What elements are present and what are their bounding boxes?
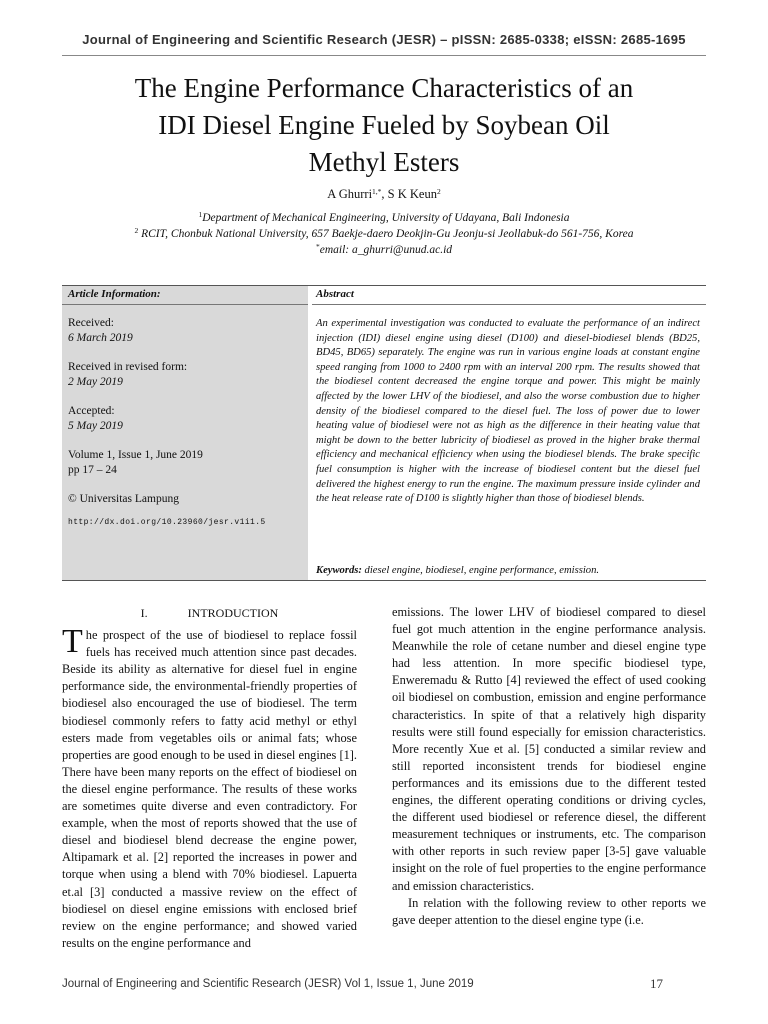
affil-mark: 1 — [198, 210, 203, 219]
article-info-heading: Article Information: — [68, 288, 161, 300]
email-text: email: a_ghurri@unud.ac.id — [319, 244, 453, 256]
accepted-label: Accepted: — [68, 405, 115, 417]
revised-block — [68, 360, 187, 390]
paragraph: emissions. The lower LHV of biodiesel compared to diesel fuel got much attention in the engine performance analysis. Meanwhile the role of cetane number and diesel engine type had less attention. In more specific biodiesel type, Enweremadu & Rutto [4] reviewed the effect of used cooking oil biodiesel on combustion, emission and engine performance characteristics. In spite of that a relatively high disparity results were still found especially for emission characteristics. More recently Xue et al. [5] conducted a similar review and still reported inconsistent trends for biodiesel engine performances and its emissions due to the different tested engines, the different operating conditions or driving cycles, the different used biodiesel or reference diesel, the different measurement techniques or instruments, etc. The comparison with other reports in such review paper [3-5] gave valuable insight on the role of fuel properties to the engine performance and emission characteristics. — [392, 605, 706, 893]
author-separator: , — [381, 187, 388, 201]
running-head: Journal of Engineering and Scientific Research (JESR) – pISSN: 2685-0338; eISSN: 2685-1695 — [82, 32, 686, 47]
paragraph: In relation with the following review to other reports we gave deeper attention to the diesel engine type (i.e. — [392, 895, 706, 927]
author-name: A Ghurri — [327, 187, 373, 201]
affiliation-2 — [0, 226, 768, 240]
abstract-text: An experimental investigation was conducted to evaluate the performance of an indirect injection (IDI) diesel engine using diesel (D100) and diesel-biodiesel blends (BD25, BD45, BD65) separately. The engine was run in various engine loads at constant engine speed ranging from 1000 to 2400 rpm with an interval 200 rpm. The results showed that the biodiesel content decreased the engine torque and power. This might be mainly affected by the lower LHV of the biodiesel, and also the worse combustion due to higher density of the biodiesel compared to the diesel fuel. The loss of power due to lower heating value of biodiesel were not as high as the difference in their heating value that might be down to the better lubricity of biodiesel as proved in the higher brake thermal efficiency and mechanical efficiency when using the biodiesel blends. The brake specific fuel consumption is higher with the increase of biodiesel content but the diesel fuel delivered the highest energy to run the engine. The maximum pressure inside cylinder and the heat release rate of D100 is slightly higher than those of biodiesel blends. — [316, 318, 700, 505]
page-number: 17 — [650, 976, 663, 991]
article-info-column — [62, 286, 308, 580]
author-affil-mark: 1,* — [372, 187, 382, 196]
paper-title — [40, 70, 728, 181]
divider — [312, 304, 706, 305]
section-number: I. — [140, 606, 148, 620]
volume-block — [68, 448, 203, 478]
section-heading — [62, 605, 357, 622]
email-mark: * — [315, 242, 320, 251]
abstract-heading: Abstract — [316, 288, 354, 300]
accepted-block — [68, 404, 123, 434]
keywords-label: Keywords: — [316, 565, 362, 576]
revised-date: 2 May 2019 — [68, 376, 123, 388]
copyright: © Universitas Lampung — [68, 493, 179, 505]
volume-text: Volume 1, Issue 1, June 2019 — [68, 449, 203, 461]
accepted-date: 5 May 2019 — [68, 420, 123, 432]
keywords — [316, 565, 700, 576]
right-column — [392, 604, 706, 929]
title-line: The Engine Performance Characteristics of an — [134, 73, 634, 103]
author-name: S K Keun — [387, 187, 437, 201]
doi-link[interactable]: http://dx.doi.org/10.23960/jesr.v1i1.5 — [68, 518, 266, 527]
article-info-box — [62, 285, 706, 581]
keywords-text: diesel engine, biodiesel, engine performance, emission. — [361, 565, 600, 576]
title-line: IDI Diesel Engine Fueled by Soybean Oil — [158, 110, 610, 140]
section-title-rest: NTRODUCTION — [191, 606, 279, 620]
affil-mark: 2 — [134, 226, 139, 235]
abstract-column — [312, 286, 700, 580]
title-line: Methyl Esters — [308, 147, 460, 177]
intro-paragraph — [62, 623, 357, 952]
received-block — [68, 316, 133, 346]
corresponding-email — [0, 242, 768, 256]
affiliation-1 — [0, 210, 768, 224]
section-title-initial: I — [187, 606, 192, 620]
footer-text: Journal of Engineering and Scientific Research (JESR) Vol 1, Issue 1, June 2019 — [62, 978, 474, 990]
received-label: Received: — [68, 317, 114, 329]
pages-text: pp 17 – 24 — [68, 464, 117, 476]
drop-cap: T — [62, 623, 83, 661]
left-column — [62, 605, 357, 952]
received-date: 6 March 2019 — [68, 332, 133, 344]
affil-text: RCIT, Chonbuk National University, 657 Baekje-daero Deokjin-Gu Jeonju-si Jeollabuk-do 561-756, Korea — [138, 228, 634, 240]
affil-text: Department of Mechanical Engineering, University of Udayana, Bali Indonesia — [202, 212, 570, 224]
paragraph-text: he prospect of the use of biodiesel to replace fossil fuels has received much attention since past decades. Beside its ability as alternative for diesel fuel in engine performance side, the environmental-friendly properties of biodiesel also encouraged the use of biodiesel. The term biodiesel commonly refers to fatty acid methyl or ethyl esters made from vegetables oils or animal fats; whose properties are good enough to be used in diesel engines [1]. There have been many reports on the effect of biodiesel on the diesel engine performance. The results of these works are sometimes quite diverse and even contradictory. For example, when the most of reports showed that the use of diesel and biodiesel blend decrease the engine power, Altipamark et al. [2] reported the increases in power and torque when using a blend with 70% biodiesel. Lapuerta et.al [3] conducted a massive review on the effect of biodiesel on diesel engine emissions with enclosed brief review on the engine performance; and showed varied results on the engine performance and — [62, 628, 357, 950]
author-list — [0, 187, 768, 202]
header-rule — [62, 55, 706, 56]
revised-label: Received in revised form: — [68, 361, 188, 373]
divider — [62, 304, 308, 305]
author-affil-mark: 2 — [436, 187, 441, 196]
